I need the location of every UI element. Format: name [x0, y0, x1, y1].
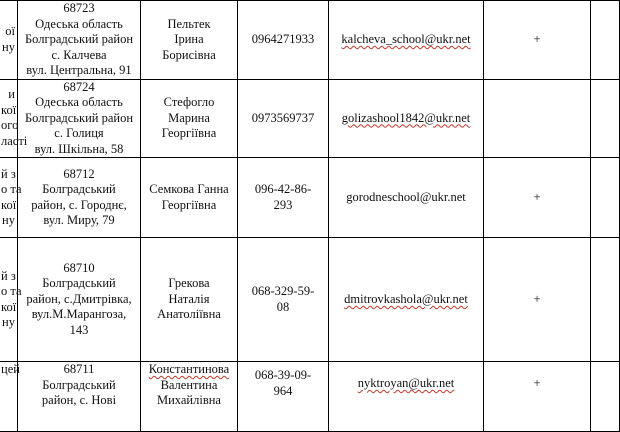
cell-head-name: Стефогло Марина Георгіївна: [141, 79, 238, 158]
cell-phone: 068-329-59- 08: [238, 238, 329, 362]
cell-address: 68710 Болградський район, с.Дмитрівка, вул.М.Марангоза, 143: [18, 238, 141, 362]
cell-email: nyktroyan@ukr.net: [329, 362, 484, 432]
cell-address: 68712 Болградський район, с. Городнє, вул. Миру, 79: [18, 158, 141, 238]
cell-phone: 096-42-86- 293: [238, 158, 329, 238]
cell-extra: [591, 158, 620, 238]
table-row: [0, 362, 620, 432]
cell-extra: [591, 362, 620, 432]
cell-phone: 0964271933: [238, 1, 329, 80]
cell-email: gorodneschool@ukr.net: [329, 158, 484, 238]
cell-organization: ої ну: [0, 1, 18, 80]
cell-address: 68711 Болградський район, с. Нові: [18, 362, 141, 432]
table-row: [0, 158, 620, 238]
cell-phone: 0973569737: [238, 79, 329, 158]
cell-mark: +: [484, 238, 591, 362]
cell-mark: +: [484, 1, 591, 80]
cell-mark: +: [484, 158, 591, 238]
cell-mark: +: [484, 362, 591, 432]
cell-phone: 068-39-09- 964: [238, 362, 329, 432]
cell-organization: й з о та кої ну: [0, 238, 18, 362]
cell-organization: й з о та кої ну: [0, 158, 18, 238]
cell-extra: [591, 238, 620, 362]
cell-head-name: Грекова Наталія Анатоліївна: [141, 238, 238, 362]
cell-organization: и кої ого ласті: [0, 79, 18, 158]
cell-head-name: Пельтек Ірина Борисівна: [141, 1, 238, 80]
table-row: [0, 1, 620, 80]
cell-email: dmitrovkashola@ukr.net: [329, 238, 484, 362]
cell-email: golizashool1842@ukr.net: [329, 79, 484, 158]
table-row: [0, 238, 620, 362]
cell-address: 68723 Одеська область Болградський район с. Калчева вул. Центральна, 91: [18, 1, 141, 80]
table-row: [0, 79, 620, 158]
cell-extra: [591, 1, 620, 80]
cell-mark: [484, 79, 591, 158]
cell-email: kalcheva_school@ukr.net: [329, 1, 484, 80]
cell-organization: цей: [0, 362, 18, 432]
cell-extra: [591, 79, 620, 158]
cell-head-name: Константинова Валентина Михайлівна: [141, 362, 238, 432]
cell-address: 68724 Одеська область Болградський район с. Голиця вул. Шкільна, 58: [18, 79, 141, 158]
cell-head-name: Семкова Ганна Георгіївна: [141, 158, 238, 238]
